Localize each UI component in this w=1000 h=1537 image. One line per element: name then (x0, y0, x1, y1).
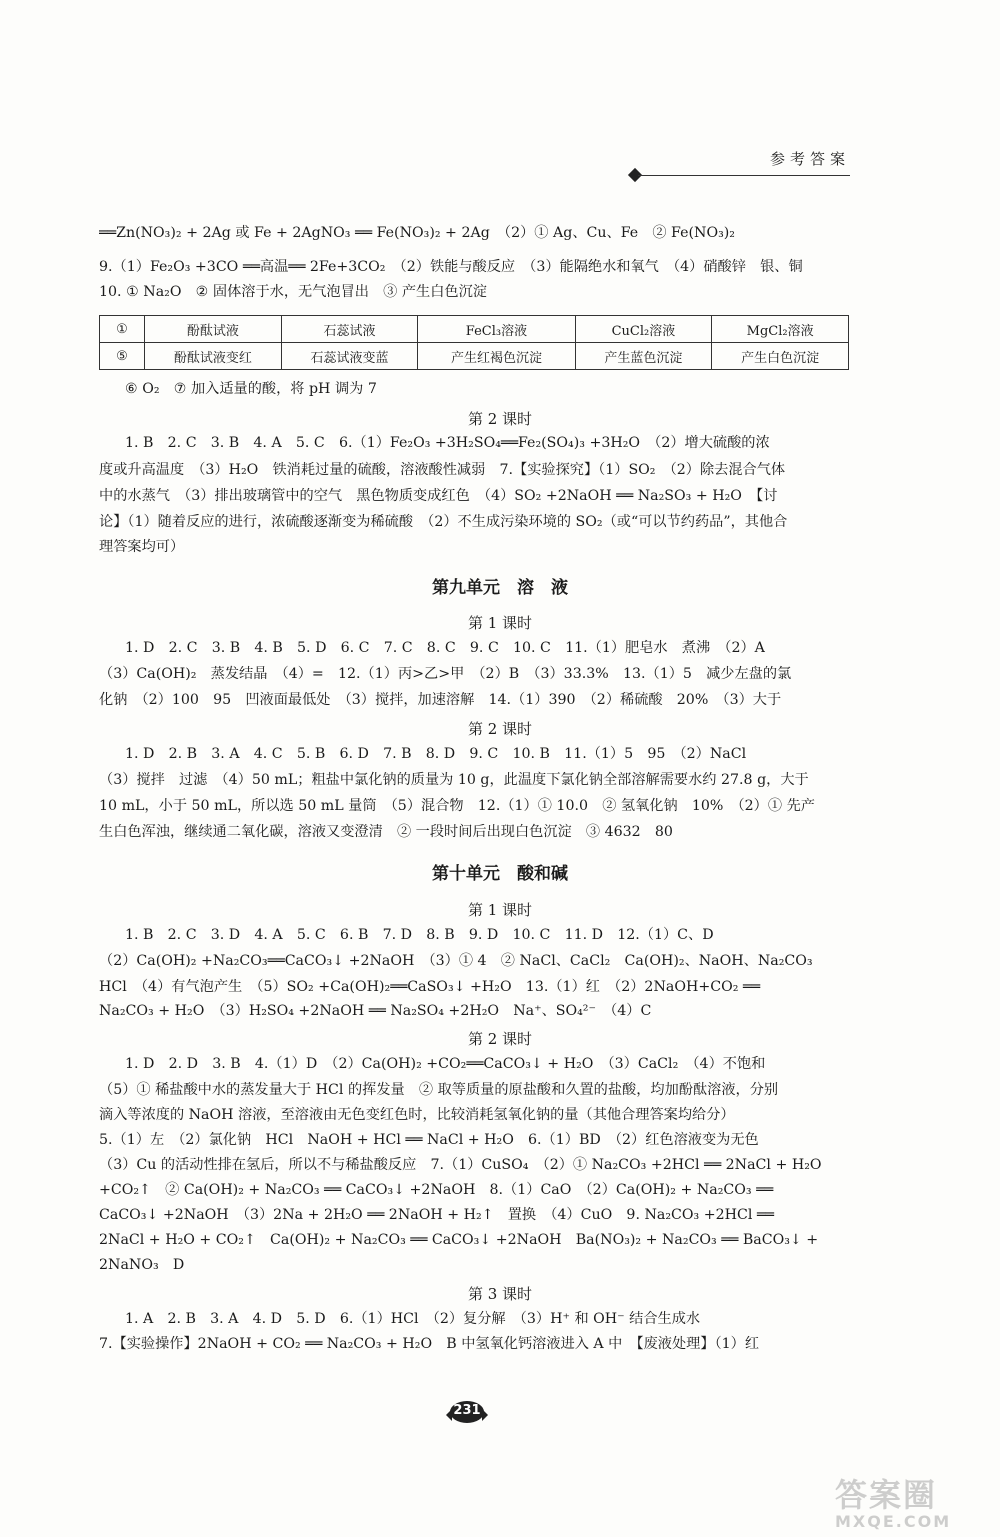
answer-line: 1. D 2. C 3. B 4. B 5. D 6. C 7. C 8. C 9. C 10. C 11.（1）肥皂水 煮沸 （2）A (125, 640, 765, 656)
page-number-badge (442, 1398, 498, 1428)
lesson-title: 第 1 课时 (467, 901, 533, 919)
lesson-title: 第 3 课时 (467, 1285, 533, 1303)
table-cell: MgCl₂溶液 (712, 316, 849, 343)
table-row (100, 343, 849, 370)
table-cell: ① (100, 316, 145, 343)
table-cell: ⑤ (100, 343, 145, 370)
table-cell: 产生白色沉淀 (712, 343, 849, 370)
answer-line: 论】（1）随着反应的进行，浓硫酸逐渐变为稀硫酸 （2）不生成污染环境的 SO₂（或“可以节约药品”，其他合 (99, 514, 788, 530)
answer-line: Na₂CO₃ + H₂O （3）H₂SO₄ +2NaOH ══ Na₂SO₄ +2H₂O Na⁺、SO₄²⁻ （4）C (99, 1003, 652, 1019)
lesson-title: 第 1 课时 (467, 614, 533, 632)
header-title: 参考答案 (769, 150, 850, 168)
answer-line: 理答案均可） (99, 539, 185, 555)
answer-line: 1. D 2. D 3. B 4.（1）D （2）Ca(OH)₂ +CO₂══CaCO₃↓ + H₂O （3）CaCl₂ （4）不饱和 (125, 1056, 766, 1072)
answer-line: 化钠 （2）100 95 凹液面最低处 （3）搅拌，加速溶解 14.（1）390 （2）稀硫酸 20% （3）大于 (99, 692, 782, 708)
answer-line: 1. B 2. C 3. B 4. A 5. C 6.（1）Fe₂O₃ +3H₂SO₄══Fe₂(SO₄)₃ +3H₂O （2）增大硫酸的浓 (125, 435, 770, 451)
watermark-text: 答案圈 (835, 1476, 938, 1514)
table-cell: 产生蓝色沉淀 (575, 343, 712, 370)
answer-line: 10. ① Na₂O ② 固体溶于水，无气泡冒出 ③ 产生白色沉淀 (99, 284, 487, 300)
answer-line: 9.（1）Fe₂O₃ +3CO ══高温══ 2Fe+3CO₂ （2）铁能与酸反应 （3）能隔绝水和氧气 （4）硝酸锌 银、铜 (99, 259, 803, 275)
page-number: 231 (453, 1403, 481, 1418)
unit-title: 第九单元 溶 液 (432, 578, 568, 598)
watermark-logo (835, 1470, 985, 1530)
answer-line: 1. A 2. B 3. A 4. D 5. D 6.（1）HCl （2）复分解 （3）H⁺ 和 OH⁻ 结合生成水 (125, 1311, 701, 1327)
table-cell: 酚酞试液 (145, 316, 282, 343)
answer-line: 5.（1）左 （2）氯化钠 HCl NaOH + HCl ══ NaCl + H₂O 6.（1）BD （2）红色溶液变为无色 (99, 1132, 759, 1148)
table-cell: 产生红褐色沉淀 (418, 343, 575, 370)
table-cell: 酚酞试液变红 (145, 343, 282, 370)
answer-line: HCl （4）有气泡产生 （5）SO₂ +Ca(OH)₂══CaSO₃↓ +H₂O 13.（1）红 （2）2NaOH+CO₂ ══ (99, 979, 760, 995)
answer-line: （3）Ca(OH)₂ 蒸发结晶 （4）= 12.（1）丙>乙>甲 （2）B （3）33.3% 13.（1）5 减少左盘的氯 (99, 666, 792, 682)
answer-line: 1. D 2. B 3. A 4. C 5. B 6. D 7. B 8. D 9. C 10. B 11.（1）5 95 （2）NaCl (125, 746, 747, 762)
answer-table (99, 315, 849, 370)
answer-line: （2）Ca(OH)₂ +Na₂CO₃══CaCO₃↓ +2NaOH （3）① 4 ② NaCl、CaCl₂ Ca(OH)₂、NaOH、Na₂CO₃ (99, 953, 813, 969)
answer-line: CaCO₃↓ +2NaOH （3）2Na + 2H₂O ══ 2NaOH + H₂↑ 置换 （4）CuO 9. Na₂CO₃ +2HCl ══ (99, 1207, 774, 1223)
table-cell: 石蕊试液变蓝 (281, 343, 418, 370)
answer-line: ══Zn(NO₃)₂ + 2Ag 或 Fe + 2AgNO₃ ══ Fe(NO₃)₂ + 2Ag （2）① Ag、Cu、Fe ② Fe(NO₃)₂ (99, 225, 735, 241)
table-cell: FeCl₃溶液 (418, 316, 575, 343)
answer-line: ⑥ O₂ ⑦ 加入适量的酸，将 pH 调为 7 (125, 381, 377, 397)
running-header (630, 148, 850, 176)
answer-line: 2NaNO₃ D (99, 1257, 185, 1273)
answer-line: 1. B 2. C 3. D 4. A 5. C 6. B 7. D 8. B 9. D 10. C 11. D 12.（1）C、D (125, 927, 714, 943)
lesson-title: 第 2 课时 (467, 720, 533, 738)
lesson-title: 第 2 课时 (467, 1030, 533, 1048)
answer-line: 中的水蒸气 （3）排出玻璃管中的空气 黑色物质变成红色 （4）SO₂ +2NaOH ══ Na₂SO₃ + H₂O 【讨 (99, 488, 778, 504)
answer-line: 滴入等浓度的 NaOH 溶液，至溶液由无色变红色时，比较消耗氢氧化钠的量（其他合理答案均给分） (99, 1107, 735, 1123)
answer-line: 10 mL，小于 50 mL，所以选 50 mL 量筒 （5）混合物 12.（1）① 10.0 ② 氢氧化钠 10% （2）① 先产 (99, 798, 815, 814)
table-cell: 石蕊试液 (281, 316, 418, 343)
answer-line: （5）① 稀盐酸中水的蒸发量大于 HCl 的挥发量 ② 取等质量的原盐酸和久置的盐酸，均加酚酞溶液，分别 (99, 1082, 779, 1098)
table-row (100, 316, 849, 343)
answer-line: 2NaCl + H₂O + CO₂↑ Ca(OH)₂ + Na₂CO₃ ══ CaCO₃↓ +2NaOH Ba(NO₃)₂ + Na₂CO₃ ══ BaCO₃↓ + (99, 1232, 819, 1248)
answer-line: （3）Cu 的活动性排在氢后，所以不与稀盐酸反应 7.（1）CuSO₄ （2）① Na₂CO₃ +2HCl ══ 2NaCl + H₂O (99, 1157, 822, 1173)
unit-title: 第十单元 酸和碱 (432, 864, 568, 884)
watermark-domain: MXQE.COM (835, 1512, 952, 1531)
answer-line: 7.【实验操作】2NaOH + CO₂ ══ Na₂CO₃ + H₂O B 中氢氧化钙溶液进入 A 中 【废液处理】（1）红 (99, 1336, 760, 1352)
header-rule (638, 175, 850, 176)
answer-line: 度或升高温度 （3）H₂O 铁消耗过量的硫酸，溶液酸性减弱 7.【实验探究】（1）SO₂ （2）除去混合气体 (99, 462, 786, 478)
table-cell: CuCl₂溶液 (575, 316, 712, 343)
answer-line: +CO₂↑ ② Ca(OH)₂ + Na₂CO₃ ══ CaCO₃↓ +2NaOH 8.（1）CaO （2）Ca(OH)₂ + Na₂CO₃ ══ (99, 1182, 774, 1198)
answer-line: 生白色浑浊，继续通二氧化碳，溶液又变澄清 ② 一段时间后出现白色沉淀 ③ 4632 80 (99, 824, 673, 840)
lesson-title: 第 2 课时 (467, 410, 533, 428)
answer-line: （3）搅拌 过滤 （4）50 mL；粗盐中氯化钠的质量为 10 g，此温度下氯化钠全部溶解需要水约 27.8 g，大于 (99, 772, 809, 788)
